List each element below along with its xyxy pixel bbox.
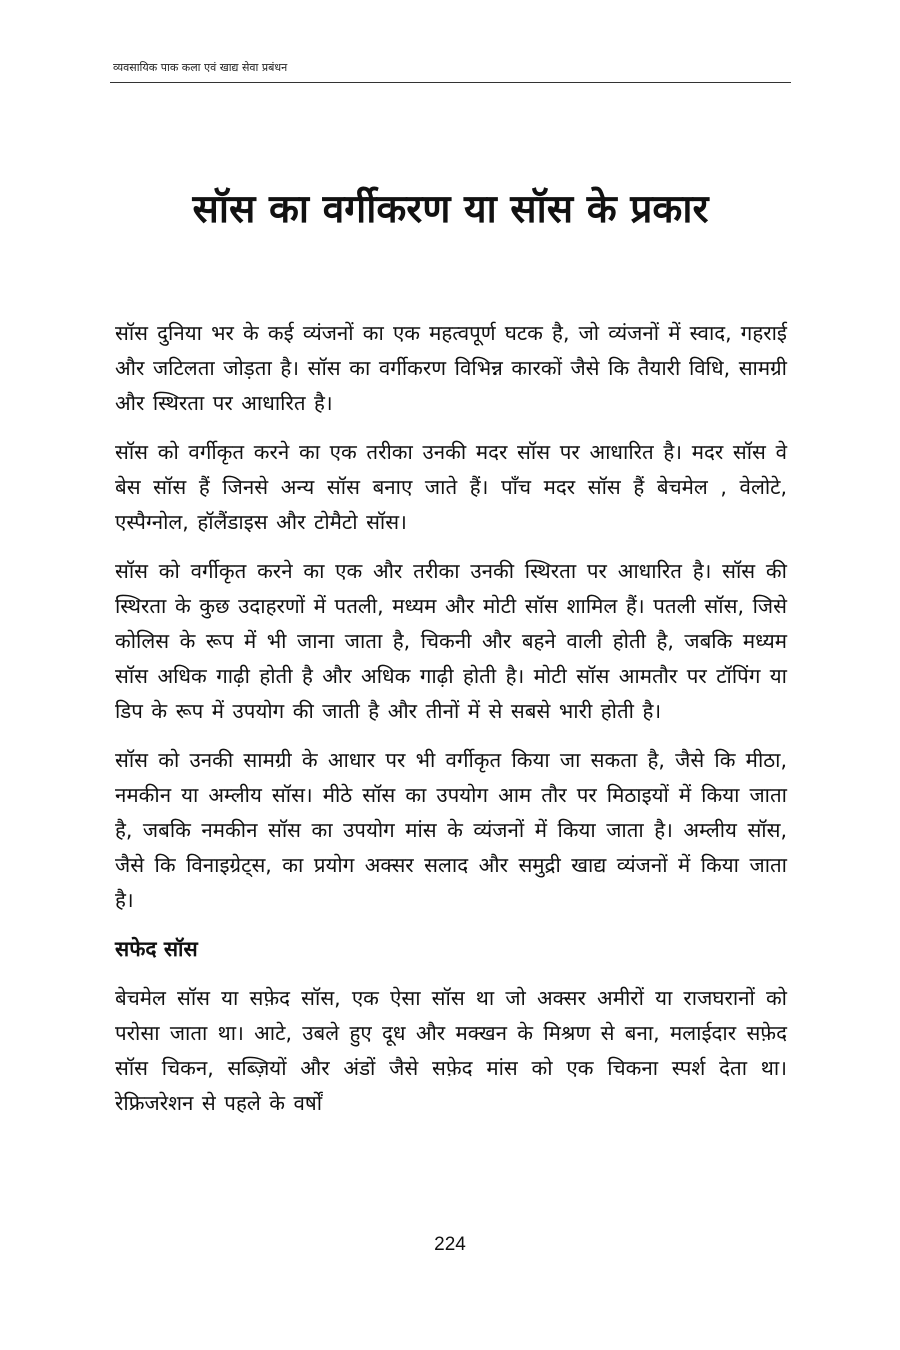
paragraph-bechamel: बेचमेल सॉस या सफ़ेद सॉस, एक ऐसा सॉस था जो अक्सर अमीरों या राजघरानों को परोसा जाता था। आटे, उबले हुए दूध और मक्खन के मिश्रण से बना, मलाईदार सफ़ेद सॉस चिकन, सब्ज़ियों और अंडों जैसे सफ़ेद मांस को एक चिकना स्पर्श देता था। रेफ्रिजरेशन से पहले के वर्षों (115, 986, 787, 1115)
running-header: व्यवसायिक पाक कला एवं खाद्य सेवा प्रबंधन (113, 61, 288, 74)
paragraph-intro: सॉस दुनिया भर के कई व्यंजनों का एक महत्वपूर्ण घटक है, जो व्यंजनों में स्वाद, गहराई और जटिलता जोड़ता है। सॉस का वर्गीकरण विभिन्न कारकों जैसे कि तैयारी विधि, सामग्री और स्थिरता पर आधारित है। (115, 321, 787, 415)
paragraph-ingredients: सॉस को उनकी सामग्री के आधार पर भी वर्गीकृत किया जा सकता है, जैसे कि मीठा, नमकीन या अम्लीय सॉस। मीठे सॉस का उपयोग आम तौर पर मिठाइयों में किया जाता है, जबकि नमकीन सॉस का उपयोग मांस के व्यंजनों में किया जाता है। अम्लीय सॉस, जैसे कि विनाइग्रेट्स, का प्रयोग अक्सर सलाद और समुद्री खाद्य व्यंजनों में किया जाता है। (115, 748, 787, 912)
paragraph-mother-sauces: सॉस को वर्गीकृत करने का एक तरीका उनकी मदर सॉस पर आधारित है। मदर सॉस वे बेस सॉस हैं जिनसे अन्य सॉस बनाए जाते हैं। पाँच मदर सॉस हैं बेचमेल , वेलोटे, एस्पैग्नोल, हॉलैंडाइस और टोमैटो सॉस। (115, 440, 787, 534)
body-text (115, 316, 787, 1135)
page-number: 224 (434, 1234, 466, 1255)
paragraph-consistency: सॉस को वर्गीकृत करने का एक और तरीका उनकी स्थिरता पर आधारित है। सॉस की स्थिरता के कुछ उदाहरणों में पतली, मध्यम और मोटी सॉस शामिल हैं। पतली सॉस, जिसे कोलिस के रूप में भी जाना जाता है, चिकनी और बहने वाली होती है, जबकि मध्यम सॉस अधिक गाढ़ी होती है और अधिक गाढ़ी होती है। मोटी सॉस आमतौर पर टॉपिंग या डिप के रूप में उपयोग की जाती है और तीनों में से सबसे भारी होती है। (115, 559, 787, 723)
section-heading-white-sauce: सफेद सॉस (115, 937, 198, 961)
page-title: सॉस का वर्गीकरण या सॉस के प्रकार (192, 187, 709, 232)
header-divider (110, 82, 791, 83)
